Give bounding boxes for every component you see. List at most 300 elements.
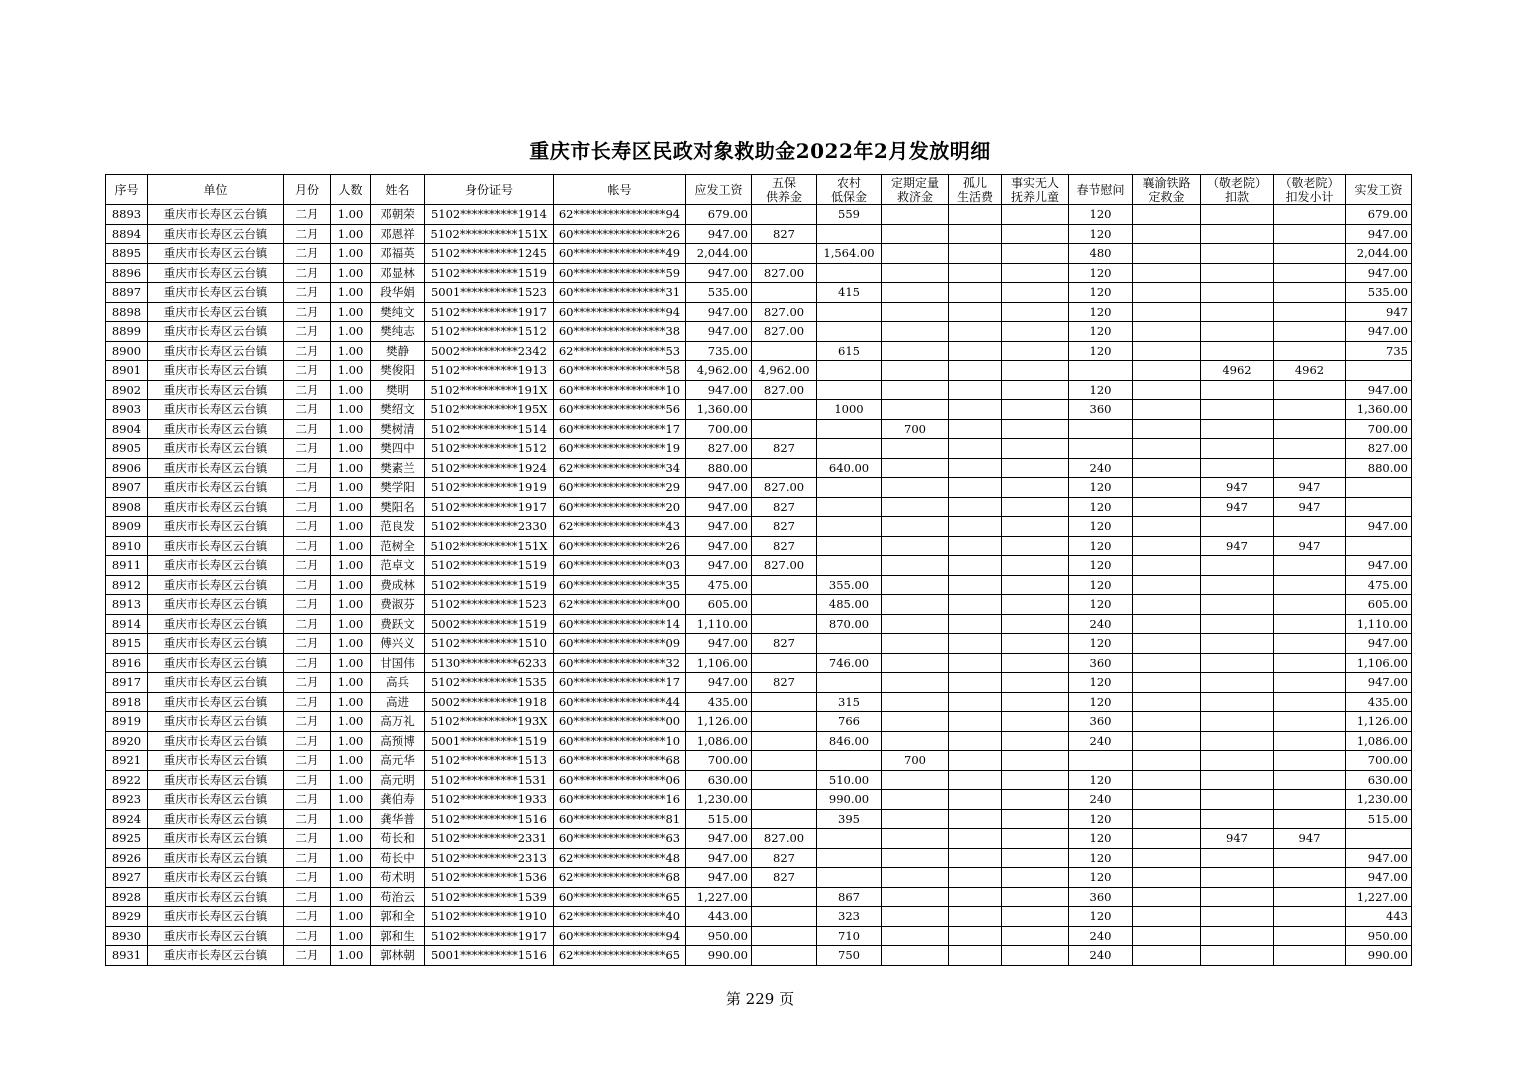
table-cell <box>949 575 1002 595</box>
table-cell: 5102**********151X <box>425 224 554 244</box>
table-cell: 990.00 <box>817 790 882 810</box>
table-cell: 60****************09 <box>554 634 686 654</box>
column-header: （敬老院） 扣款 <box>1201 175 1274 205</box>
table-cell <box>1274 712 1346 732</box>
table-cell: 8918 <box>106 692 148 712</box>
table-cell: 8930 <box>106 926 148 946</box>
table-cell: 60****************49 <box>554 244 686 264</box>
table-cell: 947.00 <box>686 302 752 322</box>
table-cell <box>1002 575 1069 595</box>
table-cell <box>752 400 817 420</box>
table-cell: 8912 <box>106 575 148 595</box>
table-cell <box>1274 322 1346 342</box>
table-cell: 重庆市长寿区云台镇 <box>148 536 284 556</box>
table-cell <box>1274 848 1346 868</box>
table-cell <box>882 634 949 654</box>
table-row <box>106 946 1412 966</box>
table-cell: 315 <box>817 692 882 712</box>
table-cell: 443.00 <box>686 907 752 927</box>
table-cell <box>1133 322 1201 342</box>
table-cell: 5102**********1910 <box>425 907 554 927</box>
table-cell: 8929 <box>106 907 148 927</box>
table-cell: 二月 <box>284 517 331 537</box>
table-cell: 735.00 <box>686 341 752 361</box>
table-cell: 827 <box>752 634 817 654</box>
table-cell: 8904 <box>106 419 148 439</box>
table-cell: 1.00 <box>331 244 371 264</box>
table-cell: 120 <box>1069 829 1133 849</box>
table-cell <box>1274 439 1346 459</box>
table-cell <box>752 712 817 732</box>
table-row <box>106 361 1412 381</box>
table-cell <box>949 907 1002 927</box>
table-cell <box>1201 926 1274 946</box>
table-cell: 重庆市长寿区云台镇 <box>148 946 284 966</box>
table-cell: 樊明 <box>371 380 425 400</box>
table-cell: 5102**********1535 <box>425 673 554 693</box>
table-cell: 947 <box>1274 536 1346 556</box>
table-cell: 700 <box>882 419 949 439</box>
table-cell: 947 <box>1274 829 1346 849</box>
table-cell <box>1002 887 1069 907</box>
table-cell: 二月 <box>284 244 331 264</box>
table-cell <box>752 907 817 927</box>
table-cell <box>1002 400 1069 420</box>
table-cell <box>1002 848 1069 868</box>
table-cell <box>949 634 1002 654</box>
table-cell: 947.00 <box>686 829 752 849</box>
table-cell: 615 <box>817 341 882 361</box>
table-cell <box>1133 478 1201 498</box>
table-cell <box>1133 907 1201 927</box>
table-cell: 8897 <box>106 283 148 303</box>
table-cell <box>882 907 949 927</box>
table-cell <box>1201 595 1274 615</box>
table-cell <box>1002 341 1069 361</box>
table-cell: 60****************26 <box>554 224 686 244</box>
table-cell: 8893 <box>106 205 148 225</box>
table-cell: 5102**********1539 <box>425 887 554 907</box>
table-cell <box>1002 926 1069 946</box>
table-cell: 5102**********1913 <box>425 361 554 381</box>
table-cell: 360 <box>1069 653 1133 673</box>
table-cell <box>1201 887 1274 907</box>
table-cell: 120 <box>1069 770 1133 790</box>
table-cell: 范卓文 <box>371 556 425 576</box>
table-cell: 8906 <box>106 458 148 478</box>
table-cell: 8924 <box>106 809 148 829</box>
table-row <box>106 887 1412 907</box>
table-cell: 二月 <box>284 322 331 342</box>
table-cell: 1.00 <box>331 770 371 790</box>
table-cell: 679.00 <box>686 205 752 225</box>
table-cell: 重庆市长寿区云台镇 <box>148 458 284 478</box>
page-title: 重庆市长寿区民政对象救助金2022年2月发放明细 <box>529 139 991 163</box>
table-cell <box>1002 244 1069 264</box>
table-cell: 700.00 <box>686 419 752 439</box>
table-cell: 4962 <box>1201 361 1274 381</box>
table-cell: 5102**********1519 <box>425 575 554 595</box>
table-cell <box>1133 595 1201 615</box>
table-cell: 8928 <box>106 887 148 907</box>
table-cell <box>882 283 949 303</box>
table-cell: 120 <box>1069 692 1133 712</box>
column-header: 事实无人 抚养儿童 <box>1002 175 1069 205</box>
table-cell <box>882 322 949 342</box>
table-cell: 8900 <box>106 341 148 361</box>
column-header: 单位 <box>148 175 284 205</box>
table-cell: 5102**********1531 <box>425 770 554 790</box>
table-cell <box>1274 205 1346 225</box>
table-cell <box>1133 361 1201 381</box>
table-cell <box>949 614 1002 634</box>
table-cell: 二月 <box>284 731 331 751</box>
table-cell: 947.00 <box>686 848 752 868</box>
table-cell <box>1346 361 1412 381</box>
table-cell: 二月 <box>284 829 331 849</box>
table-cell: 947.00 <box>686 478 752 498</box>
table-cell: 1.00 <box>331 478 371 498</box>
table-cell <box>1002 302 1069 322</box>
table-cell <box>1201 302 1274 322</box>
table-cell: 苟治云 <box>371 887 425 907</box>
table-cell: 1.00 <box>331 458 371 478</box>
table-cell <box>1133 751 1201 771</box>
table-cell: 947.00 <box>686 634 752 654</box>
table-cell <box>949 712 1002 732</box>
table-cell: 1.00 <box>331 829 371 849</box>
table-row <box>106 556 1412 576</box>
table-cell: 1,106.00 <box>686 653 752 673</box>
column-header: 襄渝铁路 定救金 <box>1133 175 1201 205</box>
table-cell: 5002**********2342 <box>425 341 554 361</box>
table-row <box>106 439 1412 459</box>
table-cell: 8909 <box>106 517 148 537</box>
table-cell: 5001**********1519 <box>425 731 554 751</box>
table-cell: 1.00 <box>331 536 371 556</box>
table-cell <box>1002 536 1069 556</box>
table-cell <box>1002 361 1069 381</box>
table-cell: 1,110.00 <box>686 614 752 634</box>
table-cell <box>1274 887 1346 907</box>
table-cell <box>1274 868 1346 888</box>
column-header: （敬老院） 扣发小计 <box>1274 175 1346 205</box>
table-cell: 4962 <box>1274 361 1346 381</box>
table-cell: 费跃文 <box>371 614 425 634</box>
table-cell: 827.00 <box>752 478 817 498</box>
table-cell: 120 <box>1069 673 1133 693</box>
table-cell <box>1002 556 1069 576</box>
table-cell: 867 <box>817 887 882 907</box>
table-cell <box>1201 790 1274 810</box>
table-cell: 二月 <box>284 302 331 322</box>
table-cell: 8920 <box>106 731 148 751</box>
table-cell: 947.00 <box>686 673 752 693</box>
table-cell: 870.00 <box>817 614 882 634</box>
table-row <box>106 907 1412 927</box>
table-cell: 605.00 <box>686 595 752 615</box>
table-cell: 二月 <box>284 673 331 693</box>
table-cell <box>1002 653 1069 673</box>
table-cell: 二月 <box>284 497 331 517</box>
table-cell <box>1133 926 1201 946</box>
table-cell: 1.00 <box>331 439 371 459</box>
table-cell <box>752 692 817 712</box>
table-cell: 947.00 <box>686 536 752 556</box>
table-cell: 1.00 <box>331 575 371 595</box>
table-row <box>106 692 1412 712</box>
table-cell <box>1133 556 1201 576</box>
table-cell <box>1002 868 1069 888</box>
table-cell <box>1133 712 1201 732</box>
table-row <box>106 380 1412 400</box>
table-cell: 60****************56 <box>554 400 686 420</box>
table-cell: 二月 <box>284 809 331 829</box>
column-header: 孤儿 生活费 <box>949 175 1002 205</box>
table-cell: 苟长和 <box>371 829 425 849</box>
table-row <box>106 751 1412 771</box>
table-cell <box>817 263 882 283</box>
table-cell <box>1002 224 1069 244</box>
table-cell <box>1274 556 1346 576</box>
table-cell: 邓显林 <box>371 263 425 283</box>
table-cell <box>1133 848 1201 868</box>
table-cell: 475.00 <box>686 575 752 595</box>
table-cell: 120 <box>1069 634 1133 654</box>
table-cell <box>752 653 817 673</box>
table-cell: 8898 <box>106 302 148 322</box>
column-header: 春节慰问 <box>1069 175 1133 205</box>
table-cell: 947 <box>1346 302 1412 322</box>
table-cell: 5102**********193X <box>425 712 554 732</box>
table-cell: 60****************06 <box>554 770 686 790</box>
table-cell: 880.00 <box>1346 458 1412 478</box>
table-cell <box>752 595 817 615</box>
table-cell <box>882 868 949 888</box>
table-cell <box>1133 809 1201 829</box>
table-cell <box>752 770 817 790</box>
table-cell <box>949 751 1002 771</box>
table-cell: 二月 <box>284 751 331 771</box>
table-cell <box>1002 380 1069 400</box>
table-cell <box>752 341 817 361</box>
table-cell: 827 <box>752 224 817 244</box>
table-cell: 60****************26 <box>554 536 686 556</box>
table-cell: 8899 <box>106 322 148 342</box>
table-cell: 60****************19 <box>554 439 686 459</box>
table-cell <box>817 439 882 459</box>
table-cell <box>1346 536 1412 556</box>
table-cell: 二月 <box>284 653 331 673</box>
table-cell <box>1069 439 1133 459</box>
table-cell <box>949 595 1002 615</box>
table-cell: 947 <box>1201 497 1274 517</box>
table-row <box>106 283 1412 303</box>
table-cell: 二月 <box>284 848 331 868</box>
table-cell: 重庆市长寿区云台镇 <box>148 244 284 264</box>
table-cell: 郭林朝 <box>371 946 425 966</box>
table-cell: 费淑芬 <box>371 595 425 615</box>
table-cell: 827.00 <box>686 439 752 459</box>
table-cell: 120 <box>1069 322 1133 342</box>
table-cell: 62****************48 <box>554 848 686 868</box>
table-cell <box>752 790 817 810</box>
column-header: 人数 <box>331 175 371 205</box>
table-cell <box>1002 634 1069 654</box>
table-cell: 120 <box>1069 283 1133 303</box>
table-cell: 2,044.00 <box>1346 244 1412 264</box>
table-cell: 郭和全 <box>371 907 425 927</box>
table-cell: 880.00 <box>686 458 752 478</box>
table-cell: 750 <box>817 946 882 966</box>
table-cell: 120 <box>1069 907 1133 927</box>
table-cell: 947.00 <box>1346 673 1412 693</box>
table-cell: 5001**********1516 <box>425 946 554 966</box>
table-cell: 郭和生 <box>371 926 425 946</box>
table-cell <box>1274 224 1346 244</box>
table-cell: 60****************32 <box>554 653 686 673</box>
table-cell: 827.00 <box>752 829 817 849</box>
table-cell: 1,126.00 <box>1346 712 1412 732</box>
table-row <box>106 224 1412 244</box>
table-cell <box>1274 790 1346 810</box>
table-cell <box>1133 536 1201 556</box>
table-cell: 947 <box>1274 478 1346 498</box>
table-cell: 二月 <box>284 868 331 888</box>
table-cell: 重庆市长寿区云台镇 <box>148 868 284 888</box>
table-cell <box>1274 283 1346 303</box>
table-cell <box>1201 751 1274 771</box>
table-cell: 二月 <box>284 575 331 595</box>
table-cell: 1.00 <box>331 731 371 751</box>
table-cell: 60****************03 <box>554 556 686 576</box>
table-cell: 827.00 <box>752 380 817 400</box>
table-cell: 60****************94 <box>554 302 686 322</box>
table-cell: 5102**********1914 <box>425 205 554 225</box>
table-cell <box>752 926 817 946</box>
table-cell: 5102**********1512 <box>425 322 554 342</box>
table-cell: 5102**********191X <box>425 380 554 400</box>
table-cell: 1.00 <box>331 224 371 244</box>
table-cell <box>752 205 817 225</box>
table-cell: 120 <box>1069 478 1133 498</box>
table-cell: 240 <box>1069 946 1133 966</box>
table-cell <box>1274 770 1346 790</box>
table-cell <box>1002 283 1069 303</box>
table-cell <box>882 575 949 595</box>
table-cell: 1,564.00 <box>817 244 882 264</box>
table-cell: 樊纯志 <box>371 322 425 342</box>
table-cell <box>882 341 949 361</box>
table-cell: 950.00 <box>1346 926 1412 946</box>
table-cell <box>1201 263 1274 283</box>
table-cell: 1,230.00 <box>1346 790 1412 810</box>
table-cell: 范良发 <box>371 517 425 537</box>
table-cell: 二月 <box>284 595 331 615</box>
table-cell: 1.00 <box>331 653 371 673</box>
table-cell: 827 <box>752 848 817 868</box>
table-cell: 5102**********1510 <box>425 634 554 654</box>
table-cell <box>1201 868 1274 888</box>
table-cell: 5102**********1917 <box>425 302 554 322</box>
table-cell: 1.00 <box>331 497 371 517</box>
table-cell: 重庆市长寿区云台镇 <box>148 283 284 303</box>
table-cell <box>1274 575 1346 595</box>
table-cell <box>1133 497 1201 517</box>
table-cell: 重庆市长寿区云台镇 <box>148 653 284 673</box>
table-cell: 5102**********1519 <box>425 556 554 576</box>
column-header: 应发工资 <box>686 175 752 205</box>
table-cell: 8896 <box>106 263 148 283</box>
table-row <box>106 322 1412 342</box>
table-cell <box>882 361 949 381</box>
table-cell: 60****************59 <box>554 263 686 283</box>
table-cell <box>817 224 882 244</box>
table-cell: 700.00 <box>1346 419 1412 439</box>
table-cell <box>1201 575 1274 595</box>
table-cell: 樊四中 <box>371 439 425 459</box>
table-cell <box>1346 478 1412 498</box>
table-cell <box>752 575 817 595</box>
table-cell <box>752 283 817 303</box>
table-cell: 5102**********1519 <box>425 263 554 283</box>
table-cell: 1.00 <box>331 322 371 342</box>
table-cell: 515.00 <box>686 809 752 829</box>
table-cell <box>949 380 1002 400</box>
table-cell <box>1133 946 1201 966</box>
table-cell <box>1201 770 1274 790</box>
table-cell <box>1201 634 1274 654</box>
table-cell: 60****************68 <box>554 751 686 771</box>
table-cell <box>817 478 882 498</box>
table-cell <box>1002 673 1069 693</box>
table-cell: 8921 <box>106 751 148 771</box>
table-cell: 高预博 <box>371 731 425 751</box>
table-cell <box>949 829 1002 849</box>
table-cell: 重庆市长寿区云台镇 <box>148 205 284 225</box>
table-cell <box>817 517 882 537</box>
table-cell <box>1002 595 1069 615</box>
table-cell: 1.00 <box>331 400 371 420</box>
table-cell <box>817 751 882 771</box>
table-cell: 947.00 <box>686 263 752 283</box>
table-cell <box>752 751 817 771</box>
table-cell <box>1133 829 1201 849</box>
table-cell: 947.00 <box>1346 322 1412 342</box>
table-row <box>106 244 1412 264</box>
table-cell: 5102**********2331 <box>425 829 554 849</box>
table-cell: 重庆市长寿区云台镇 <box>148 692 284 712</box>
table-cell: 395 <box>817 809 882 829</box>
table-cell <box>1002 809 1069 829</box>
table-cell: 1.00 <box>331 673 371 693</box>
table-row <box>106 829 1412 849</box>
table-cell <box>1133 790 1201 810</box>
table-cell: 重庆市长寿区云台镇 <box>148 439 284 459</box>
column-header: 实发工资 <box>1346 175 1412 205</box>
table-cell: 二月 <box>284 712 331 732</box>
table-cell <box>1069 751 1133 771</box>
table-cell: 60****************17 <box>554 673 686 693</box>
column-header: 序号 <box>106 175 148 205</box>
table-cell: 60****************14 <box>554 614 686 634</box>
table-row <box>106 809 1412 829</box>
table-cell: 746.00 <box>817 653 882 673</box>
table-cell: 高万礼 <box>371 712 425 732</box>
table-cell: 重庆市长寿区云台镇 <box>148 322 284 342</box>
table-cell: 60****************17 <box>554 419 686 439</box>
table-cell: 535.00 <box>686 283 752 303</box>
